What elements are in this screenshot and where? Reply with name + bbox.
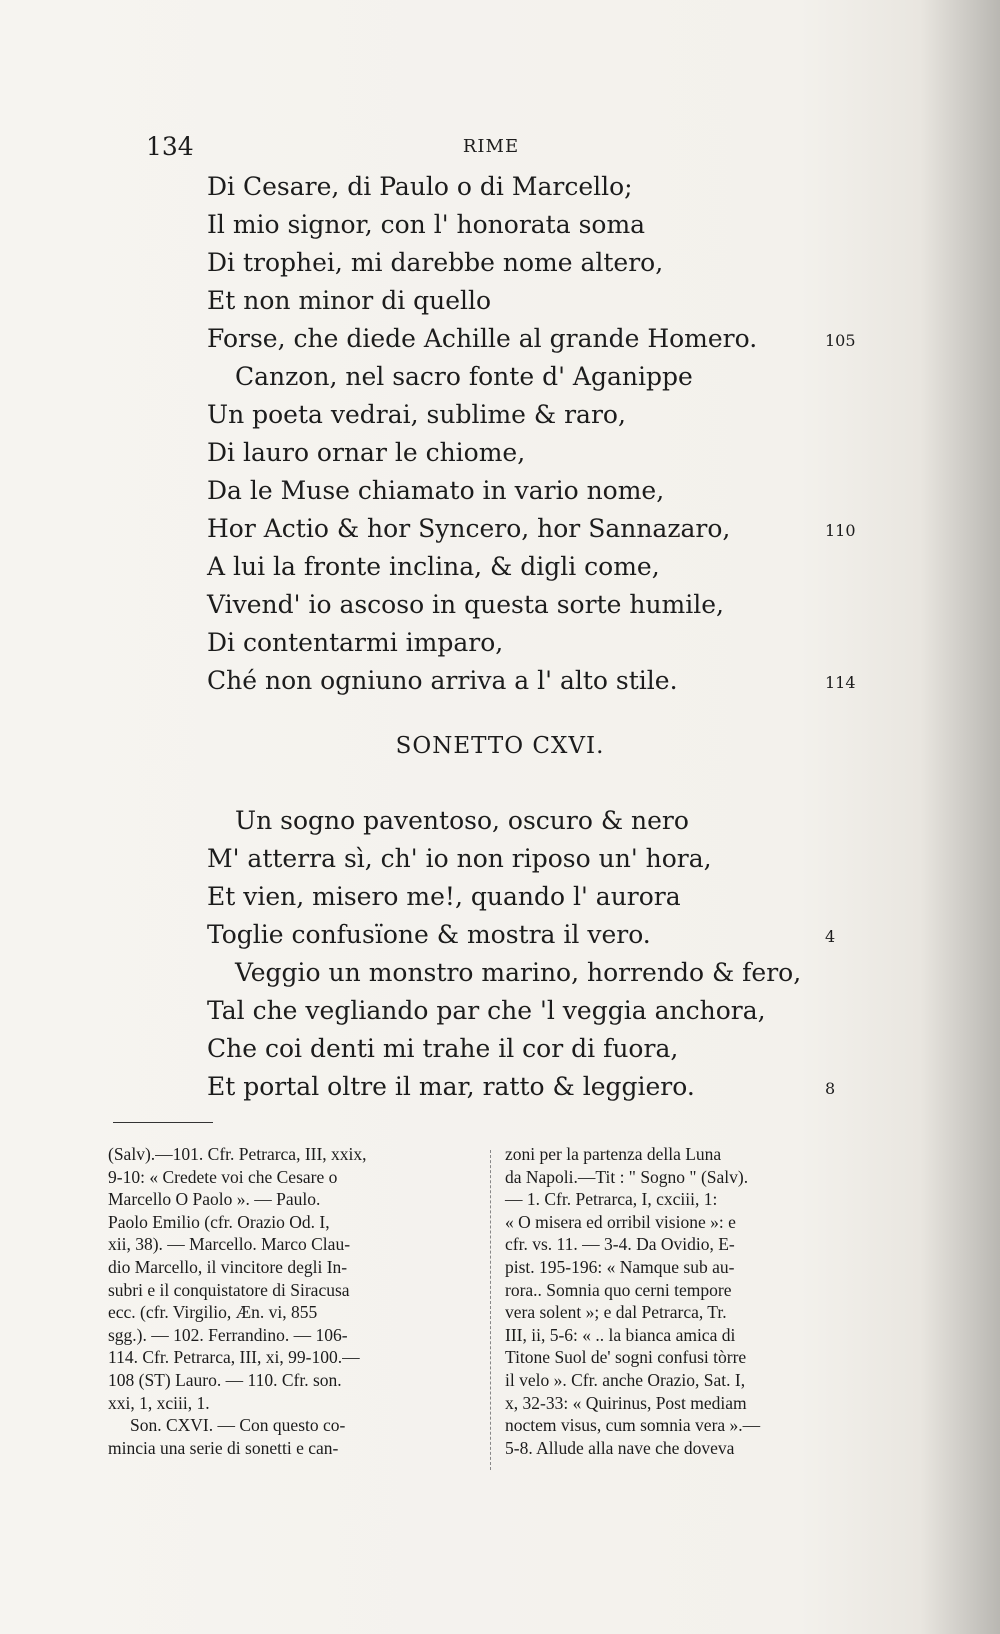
note-line: rora.. Somnia quo cerni tempore [505, 1279, 732, 1300]
note-line: Son. CXVI. — Con questo co- [130, 1415, 346, 1436]
note-line: subri e il conquistatore di Siracusa [108, 1279, 350, 1300]
verse-line: Forse, che diede Achille al grande Homero. 105 [207, 320, 827, 358]
note-line: il velo ». Cfr. anche Orazio, Sat. I, [505, 1369, 746, 1390]
verse-line: M' atterra sì, ch' io non riposo un' hora, [207, 844, 712, 873]
verse-line: Il mio signor, con l' honorata soma [207, 210, 646, 239]
note-line: sgg.). — 102. Ferrandino. — 106- [108, 1324, 348, 1345]
note-line: III, ii, 5-6: « .. la bianca amica di [505, 1324, 736, 1345]
line-number: 114 [825, 673, 856, 692]
verse-line: Di lauro ornar le chiome, [207, 438, 526, 467]
line-number: 4 [825, 927, 836, 946]
line-number: 110 [825, 521, 856, 540]
note-line: x, 32-33: « Quirinus, Post mediam [505, 1392, 747, 1413]
verse-line: Et vien, misero me!, quando l' aurora [207, 882, 681, 911]
verse-line: Un sogno paventoso, oscuro & nero [235, 806, 689, 835]
note-line: vera solent »; e dal Petrarca, Tr. [505, 1302, 727, 1323]
verse-line: Et portal oltre il mar, ratto & leggiero. 8 [207, 1068, 827, 1106]
note-line: xii, 38). — Marcello. Marco Clau- [108, 1234, 351, 1255]
verse-line: Ché non ogniuno arriva a l' alto stile. 114 [207, 662, 827, 700]
note-line: dio Marcello, il vincitore degli In- [108, 1256, 348, 1277]
note-line: cfr. vs. 11. — 3-4. Da Ovidio, E- [505, 1234, 735, 1255]
verse-line: A lui la fronte inclina, & digli come, [207, 552, 660, 581]
running-title: RIME [462, 136, 520, 157]
verse-line: Di Cesare, di Paulo o di Marcello; [207, 172, 633, 201]
note-line: Marcello O Paolo ». — Paulo. [108, 1189, 321, 1210]
poem-verse-ending [207, 168, 856, 700]
line-number: 105 [825, 331, 856, 350]
note-line: « O misera ed orribil visione »: e [505, 1211, 736, 1232]
footnote-rule [113, 1122, 213, 1123]
note-line: Paolo Emilio (cfr. Orazio Od. I, [108, 1211, 330, 1232]
note-line: Titone Suol de' sogni confusi tòrre [505, 1347, 747, 1368]
sonnet-title: SONETTO CXVI. [395, 733, 605, 759]
page-number: 134 [146, 132, 194, 161]
verse-line: Et non minor di quello [207, 286, 492, 315]
verse-line: Da le Muse chiamato in vario nome, [207, 476, 665, 505]
note-line: 114. Cfr. Petrarca, III, xi, 99-100.— [108, 1347, 360, 1368]
line-number: 8 [825, 1079, 836, 1098]
verse-line: Canzon, nel sacro fonte d' Aganippe [235, 362, 693, 391]
note-line: da Napoli.—Tit : " Sogno " (Salv). [505, 1166, 749, 1187]
verse-line: Tal che vegliando par che 'l veggia anchora, [207, 996, 766, 1025]
verse-line: Vivend' io ascoso in questa sorte humile, [207, 590, 724, 619]
verse-line: Di contentarmi imparo, [207, 628, 504, 657]
note-line: — 1. Cfr. Petrarca, I, cxciii, 1: [505, 1189, 718, 1210]
footnotes-right-column [505, 1143, 875, 1459]
note-line: noctem visus, cum somnia vera ».— [505, 1415, 761, 1436]
note-line: 5-8. Allude alla nave che doveva [505, 1437, 735, 1458]
note-line: xxi, 1, xciii, 1. [108, 1392, 210, 1413]
note-line: (Salv).—101. Cfr. Petrarca, III, xxix, [108, 1144, 367, 1164]
note-line: mincia una serie di sonetti e can- [108, 1437, 339, 1458]
verse-line: Che coi denti mi trahe il cor di fuora, [207, 1034, 679, 1063]
footnotes-left-column [108, 1143, 478, 1459]
note-line: 108 (ST) Lauro. — 110. Cfr. son. [108, 1369, 342, 1390]
verse-line: Hor Actio & hor Syncero, hor Sannazaro, 110 [207, 510, 827, 548]
note-line: zoni per la partenza della Luna [505, 1144, 722, 1164]
page-header [146, 132, 836, 162]
note-line: 9-10: « Credete voi che Cesare o [108, 1166, 338, 1187]
verse-line: Un poeta vedrai, sublime & raro, [207, 400, 626, 429]
column-divider [490, 1150, 491, 1470]
verse-line: Veggio un monstro marino, horrendo & fero, [235, 958, 802, 987]
note-line: pist. 195-196: « Namque sub au- [505, 1256, 735, 1277]
sonnet-verse [207, 802, 836, 1106]
verse-line: Di trophei, mi darebbe nome altero, [207, 248, 664, 277]
verse-line: Toglie confusïone & mostra il vero. 4 [207, 916, 827, 954]
note-line: ecc. (cfr. Virgilio, Æn. vi, 855 [108, 1302, 318, 1323]
